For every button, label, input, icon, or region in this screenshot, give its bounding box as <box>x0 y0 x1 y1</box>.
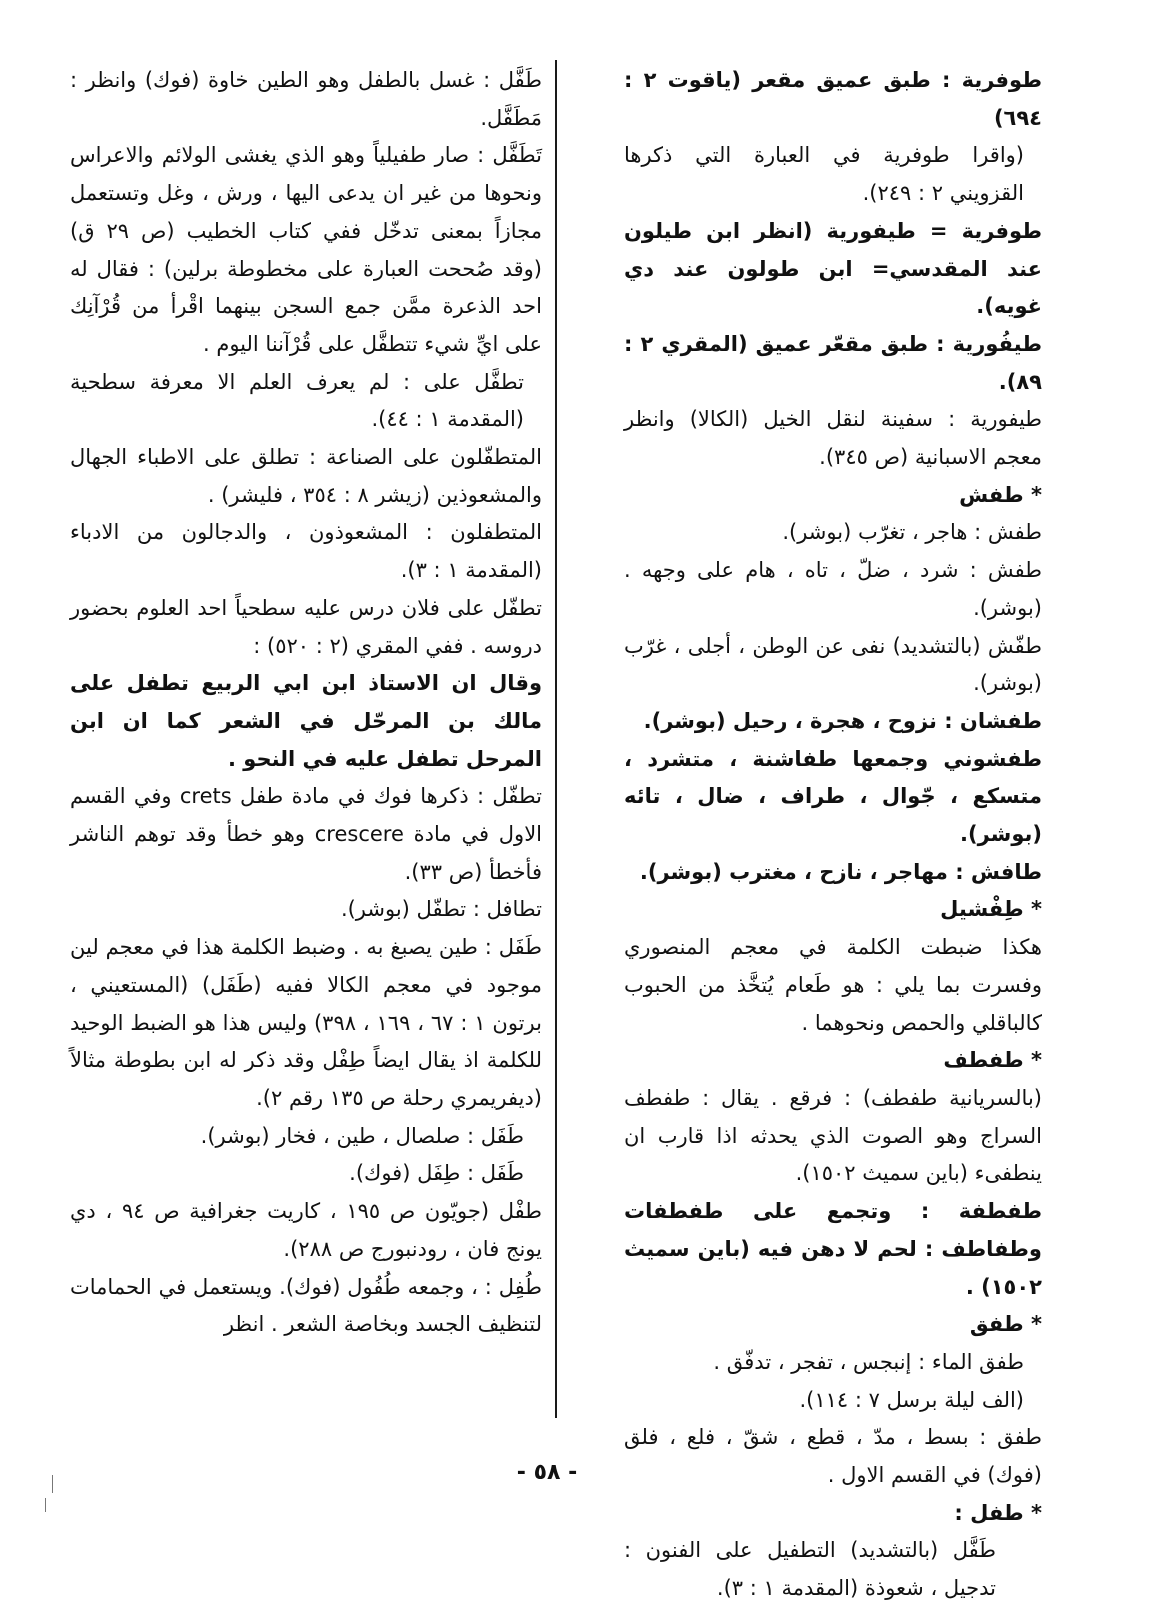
right-column-entry: طفق : بسط ، مدّ ، قطع ، شقّ ، فلع ، فلق (فوك) في القسم الاول . <box>624 1425 1042 1488</box>
left-column-entry: طُفِل : ، وجمعه طُفُول (فوك). ويستعمل في الحمامات لتنظيف الجسد وبخاصة الشعر . انظر <box>70 1274 542 1337</box>
entry-heading: * طفطف <box>943 1048 1042 1073</box>
scan-mark <box>52 1475 53 1493</box>
right-column-entry: (واقرا طوفرية في العبارة التي ذكرها القزويني ٢ : ٢٤٩). <box>624 143 1024 206</box>
entry-heading: * طفش <box>959 482 1042 507</box>
left-column-entry: تطفّل : ذكرها فوك في مادة طفل crets وفي القسم الاول في مادة crescere وهو خطأ وقد توهم الناشر فأخطأ (ص ٣٣). <box>70 784 542 884</box>
right-column-entry: طفق الماء : إنبجس ، تفجر ، تدفّق . <box>713 1349 1024 1374</box>
right-column-entry: طفش : هاجر ، تغرّب (بوشر). <box>782 520 1042 545</box>
left-column <box>70 62 542 1344</box>
entry-heading: * طِفْشيل <box>940 897 1042 922</box>
right-column-entry: طيفورية : سفينة لنقل الخيل (الكالا) وانظر معجم الاسبانية (ص ٣٤٥). <box>624 407 1042 470</box>
right-column-entry: طفشان : نزوح ، هجرة ، رحيل (بوشر). <box>643 708 1042 733</box>
left-column-entry: المتطفّلون على الصناعة : تطلق على الاطباء الجهال والمشعوذين (زيشر ٨ : ٣٥٤ ، فليشر) . <box>70 445 542 507</box>
entry-heading: * طفل : <box>954 1500 1042 1525</box>
left-column-entry: طفْل (جويّون ص ١٩٥ ، كاريت جغرافية ص ٩٤ ، دي يونج فان ، رودنبورج ص ٢٨٨). <box>70 1199 542 1261</box>
entry-heading: * طفق <box>969 1312 1042 1337</box>
left-column-entry: المتطفلون : المشعوذون ، والدجالون من الادباء (المقدمة ١ : ٣). <box>70 520 542 583</box>
column-divider <box>555 60 557 1418</box>
right-column <box>624 62 1042 1608</box>
page-number: - ٥٨ - <box>516 1460 578 1485</box>
left-column-entry: طَفَل : طين يصبغ به . وضبط الكلمة هذا في معجم لين موجود في معجم الكالا ففيه (طَفَل) (المستعيني ، برتون ١ : ٦٧ ، ١٦٩ ، ٣٩٨) وليس هذا هو الضبط الوحيد للكلمة اذ يقال ايضاً طِفْل وقد ذكر له ابن بطوطة مثالاً (ديفريمري رحلة ص ١٣٥ رقم ٢). <box>70 935 542 1110</box>
left-column-entry: تطافل : تطفّل (بوشر). <box>340 897 542 922</box>
left-column-entry: وقال ان الاستاذ ابن ابي الربيع تطفل على مالك بن المرحّل في الشعر كما ان ابن المرحل تطفل عليه في النحو . <box>70 671 542 771</box>
right-column-entry: (بالسريانية طفطف) : فرقع . يقال : طفطف السراج وهو الصوت الذي يحدثه اذا قارب ان ينطفىء (باين سميث ١٥٠٢). <box>624 1085 1042 1186</box>
left-column-entry: طَفَّل : غسل بالطفل وهو الطين خاوة (فوك) وانظر : مَطَفَّل. <box>70 68 542 130</box>
right-column-entry: (الف ليلة برسل ٧ : ١١٤). <box>799 1387 1024 1412</box>
right-column-entry: طفشوني وجمعها طفاشنة ، متشرد ، متسكع ، جّوال ، طراف ، ضال ، تائه (بوشر). <box>624 746 1042 847</box>
right-column-entry: طَفَّل (بالتشديد) التطفيل على الفنون : تدجيل ، شعوذة (المقدمة ١ : ٣). <box>624 1538 996 1601</box>
scan-mark <box>45 1498 46 1512</box>
left-column-entry: طَفَل : طِفَل (فوك). <box>349 1161 524 1186</box>
left-column-entry: تطفّل على فلان درس عليه سطحياً احد العلوم بحضور دروسه . ففي المقري (٢ : ٥٢٠) : <box>70 595 542 658</box>
right-column-entry: طفطفة : وتجمع على طفطفات وطفاطف : لحم لا دهن فيه (باين سميث ١٥٠٢) . <box>624 1199 1042 1299</box>
right-column-entry: طافش : مهاجر ، نازح ، مغترب (بوشر). <box>639 859 1042 884</box>
left-column-entry: تَطَفَّل : صار طفيلياً وهو الذي يغشى الولائم والاعراس ونحوها من غير ان يدعى اليها ، ورش ، وغل وتستعمل مجازاً بمعنى تدخّل ففي كتاب الخطيب (ص ٢٩ ق) (وقد صُححت العبارة على مخطوطة برلين) : فقال له احد الذعرة ممَّن جمع السجن بينهما اقْرأ من قُرْآنِك على ايِّ شيء تتطفَّل على قُرْآننا اليوم . <box>70 143 542 356</box>
right-column-entry: طيفُورية : طبق مقعّر عميق (المقري ٢ : ٨٩). <box>624 331 1042 394</box>
left-column-entry: تطفَّل على : لم يعرف العلم الا معرفة سطحية (المقدمة ١ : ٤٤). <box>70 369 524 432</box>
right-column-entry: طفش : شرد ، ضلّ ، تاه ، هام على وجهه . (بوشر). <box>624 558 1042 620</box>
left-column-entry: طَفَل : صلصال ، طين ، فخار (بوشر). <box>200 1123 524 1148</box>
right-column-entry: طفّش (بالتشديد) نفى عن الوطن ، أجلى ، غرّب (بوشر). <box>624 633 1042 696</box>
right-column-entry: طوفرية : طبق عميق مقعر (ياقوت ٢ : ٦٩٤) <box>624 68 1042 130</box>
right-column-entry: طوفرية = طيفورية (انظر ابن طيلون عند المقدسي= ابن طولون عند دي غويه). <box>624 218 1042 319</box>
right-column-entry: هكذا ضبطت الكلمة في معجم المنصوري وفسرت بما يلي : هو طَعام يُتخَّذ من الحبوب كالباقلي والحمص ونحوهما . <box>624 935 1042 1035</box>
